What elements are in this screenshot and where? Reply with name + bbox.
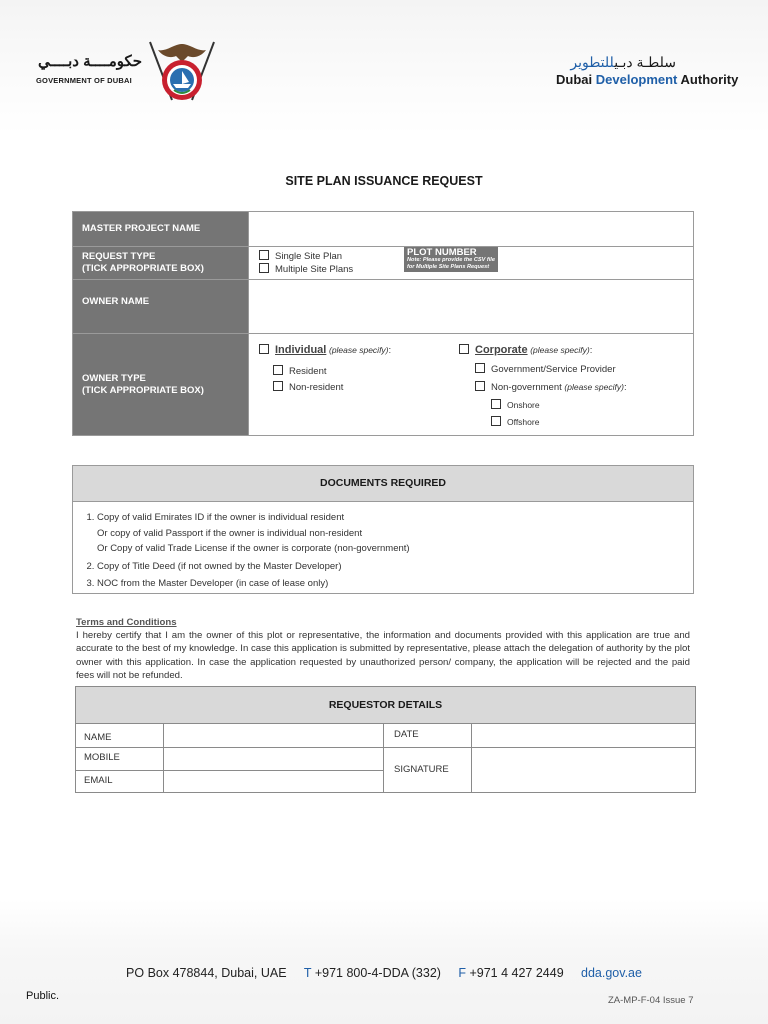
gov-service-provider-option[interactable] — [475, 364, 616, 375]
single-site-plan-option[interactable] — [259, 251, 342, 262]
date-field[interactable] — [472, 724, 695, 747]
footer-phone-label: T — [303, 966, 312, 980]
dda-word-dubai: Dubai — [556, 72, 593, 87]
multiple-site-plans-label: Multiple Site Plans — [275, 264, 354, 275]
documents-item-3 — [97, 576, 693, 592]
requestor-details-box — [75, 686, 696, 793]
form-title: SITE PLAN ISSUANCE REQUEST — [285, 174, 483, 188]
government-of-dubai-arabic-logo: حكومــــة دبــــي — [38, 53, 143, 70]
dubai-emblem-icon — [144, 38, 220, 108]
corporate-colon: : — [589, 345, 593, 356]
documents-item-3-text: NOC from the Master Developer (in case of lease only) — [97, 578, 329, 589]
individual-colon: : — [388, 345, 392, 356]
owner-name-label: OWNER NAME — [73, 280, 249, 334]
owner-name-field[interactable] — [249, 280, 694, 334]
documents-item-1-line1: 1. Copy of valid Emirates ID if the owner is individual resident — [97, 512, 345, 523]
footer-fax-label: F — [458, 966, 466, 980]
footer-po-box: PO Box 478844, Dubai, UAE — [126, 966, 287, 980]
onshore-option[interactable] — [491, 400, 540, 411]
resident-option[interactable] — [273, 366, 327, 377]
non-government-checkbox[interactable] — [475, 381, 485, 391]
requestor-details-heading: REQUESTOR DETAILS — [76, 687, 695, 724]
footer-contact — [0, 966, 768, 980]
offshore-option[interactable] — [491, 417, 539, 428]
request-type-options — [249, 247, 694, 280]
footer-fax: +971 4 427 2449 — [469, 966, 564, 980]
offshore-checkbox[interactable] — [491, 416, 501, 426]
signature-field[interactable] — [472, 748, 695, 792]
dda-word-authority: Authority — [680, 72, 739, 87]
resident-checkbox[interactable] — [273, 365, 283, 375]
single-site-plan-label: Single Site Plan — [275, 251, 343, 262]
non-government-option[interactable] — [475, 382, 627, 393]
dda-english-logo — [556, 72, 738, 87]
master-project-name-label: MASTER PROJECT NAME — [73, 212, 249, 247]
requestor-divider — [383, 723, 384, 793]
non-resident-checkbox[interactable] — [273, 381, 283, 391]
application-details-table — [72, 211, 694, 436]
plot-number-note-line2: for Multiple Site Plans Request — [407, 263, 490, 270]
mobile-field[interactable] — [164, 748, 383, 770]
documents-required-box — [72, 465, 694, 594]
terms-and-conditions — [76, 616, 690, 682]
documents-item-1-line2: Or copy of valid Passport if the owner is individual non-resident — [97, 527, 363, 539]
request-type-label — [73, 247, 249, 280]
name-label: NAME — [84, 732, 112, 743]
non-resident-label: Non-resident — [289, 382, 344, 393]
corporate-please-specify: (please specify) — [530, 345, 590, 355]
non-government-please-specify: (please specify) — [564, 382, 624, 392]
documents-list — [73, 502, 693, 592]
corporate-label: Corporate — [475, 344, 528, 356]
email-label: EMAIL — [84, 775, 113, 786]
multiple-site-plans-checkbox[interactable] — [259, 263, 269, 273]
gov-service-provider-checkbox[interactable] — [475, 363, 485, 373]
mobile-label: MOBILE — [84, 752, 120, 763]
documents-item-2-text: Copy of Title Deed (if not owned by the Master Developer) — [97, 560, 342, 572]
corporate-option[interactable] — [459, 344, 592, 356]
documents-item-1 — [97, 510, 693, 557]
individual-checkbox[interactable] — [259, 344, 269, 354]
terms-heading: Terms and Conditions — [76, 617, 177, 628]
non-government-label: Non-government — [491, 382, 562, 393]
dda-arabic-logo — [556, 54, 676, 71]
owner-type-label-line1: OWNER TYPE — [82, 372, 146, 384]
request-type-label-line1: REQUEST TYPE — [82, 251, 156, 262]
corporate-checkbox[interactable] — [459, 344, 469, 354]
signature-label: SIGNATURE — [394, 764, 449, 775]
footer-website-link[interactable]: dda.gov.ae — [581, 966, 642, 980]
gov-service-provider-label: Government/Service Provider — [491, 364, 616, 375]
individual-label: Individual — [275, 344, 327, 356]
plot-number-label — [404, 247, 498, 272]
individual-option[interactable] — [259, 344, 391, 356]
request-type-label-line2: (TICK APPROPRIATE BOX) — [82, 263, 204, 274]
individual-please-specify: (please specify) — [328, 345, 389, 355]
owner-type-label — [73, 334, 249, 436]
onshore-checkbox[interactable] — [491, 399, 501, 409]
onshore-label: Onshore — [507, 400, 540, 410]
request-type-row — [73, 247, 694, 280]
owner-type-label-line2: (TICK APPROPRIATE BOX) — [82, 384, 204, 396]
owner-name-row — [73, 280, 694, 334]
multiple-site-plans-option[interactable] — [259, 264, 353, 275]
documents-item-1-line3: Or Copy of valid Trade License if the owner is corporate (non-government) — [97, 543, 410, 554]
plot-number-note-line1: Note: Please provide the CSV file — [407, 257, 495, 263]
dda-word-development: Development — [595, 72, 678, 87]
owner-type-row — [73, 334, 694, 436]
non-government-colon: : — [623, 382, 627, 393]
dda-arabic-part-2: للتطوير — [570, 54, 615, 70]
date-label: DATE — [394, 729, 419, 740]
government-of-dubai-logo-text: GOVERNMENT OF DUBAI — [36, 76, 132, 85]
resident-label: Resident — [289, 366, 327, 377]
name-field[interactable] — [164, 724, 383, 747]
non-resident-option[interactable] — [273, 382, 343, 393]
email-field[interactable] — [164, 771, 383, 792]
plot-number-heading: PLOT NUMBER — [407, 247, 477, 258]
offshore-label: Offshore — [507, 417, 540, 427]
terms-body: I hereby certify that I am the owner of this plot or representative, the information and documents provided with this application are true and accurate to the best of my knowledge. In case this application is submitted by representative, please attach the delegation of authority by the plot owner with this application. In case the application requested by unauthorized person/ company, the application will be rejected and the paid fees will not be refunded. — [76, 630, 690, 681]
document-code: ZA-MP-F-04 Issue 7 — [608, 995, 694, 1006]
documents-required-heading: DOCUMENTS REQUIRED — [73, 466, 693, 502]
master-project-name-field[interactable] — [249, 212, 694, 247]
single-site-plan-checkbox[interactable] — [259, 250, 269, 260]
documents-item-2 — [97, 559, 693, 575]
footer-phone: +971 800-4-DDA (332) — [314, 966, 441, 980]
master-project-row — [73, 212, 694, 247]
classification-label: Public. — [26, 990, 60, 1002]
owner-type-options — [249, 334, 694, 436]
dda-arabic-part-1: سلطـة دبـي — [614, 54, 676, 70]
